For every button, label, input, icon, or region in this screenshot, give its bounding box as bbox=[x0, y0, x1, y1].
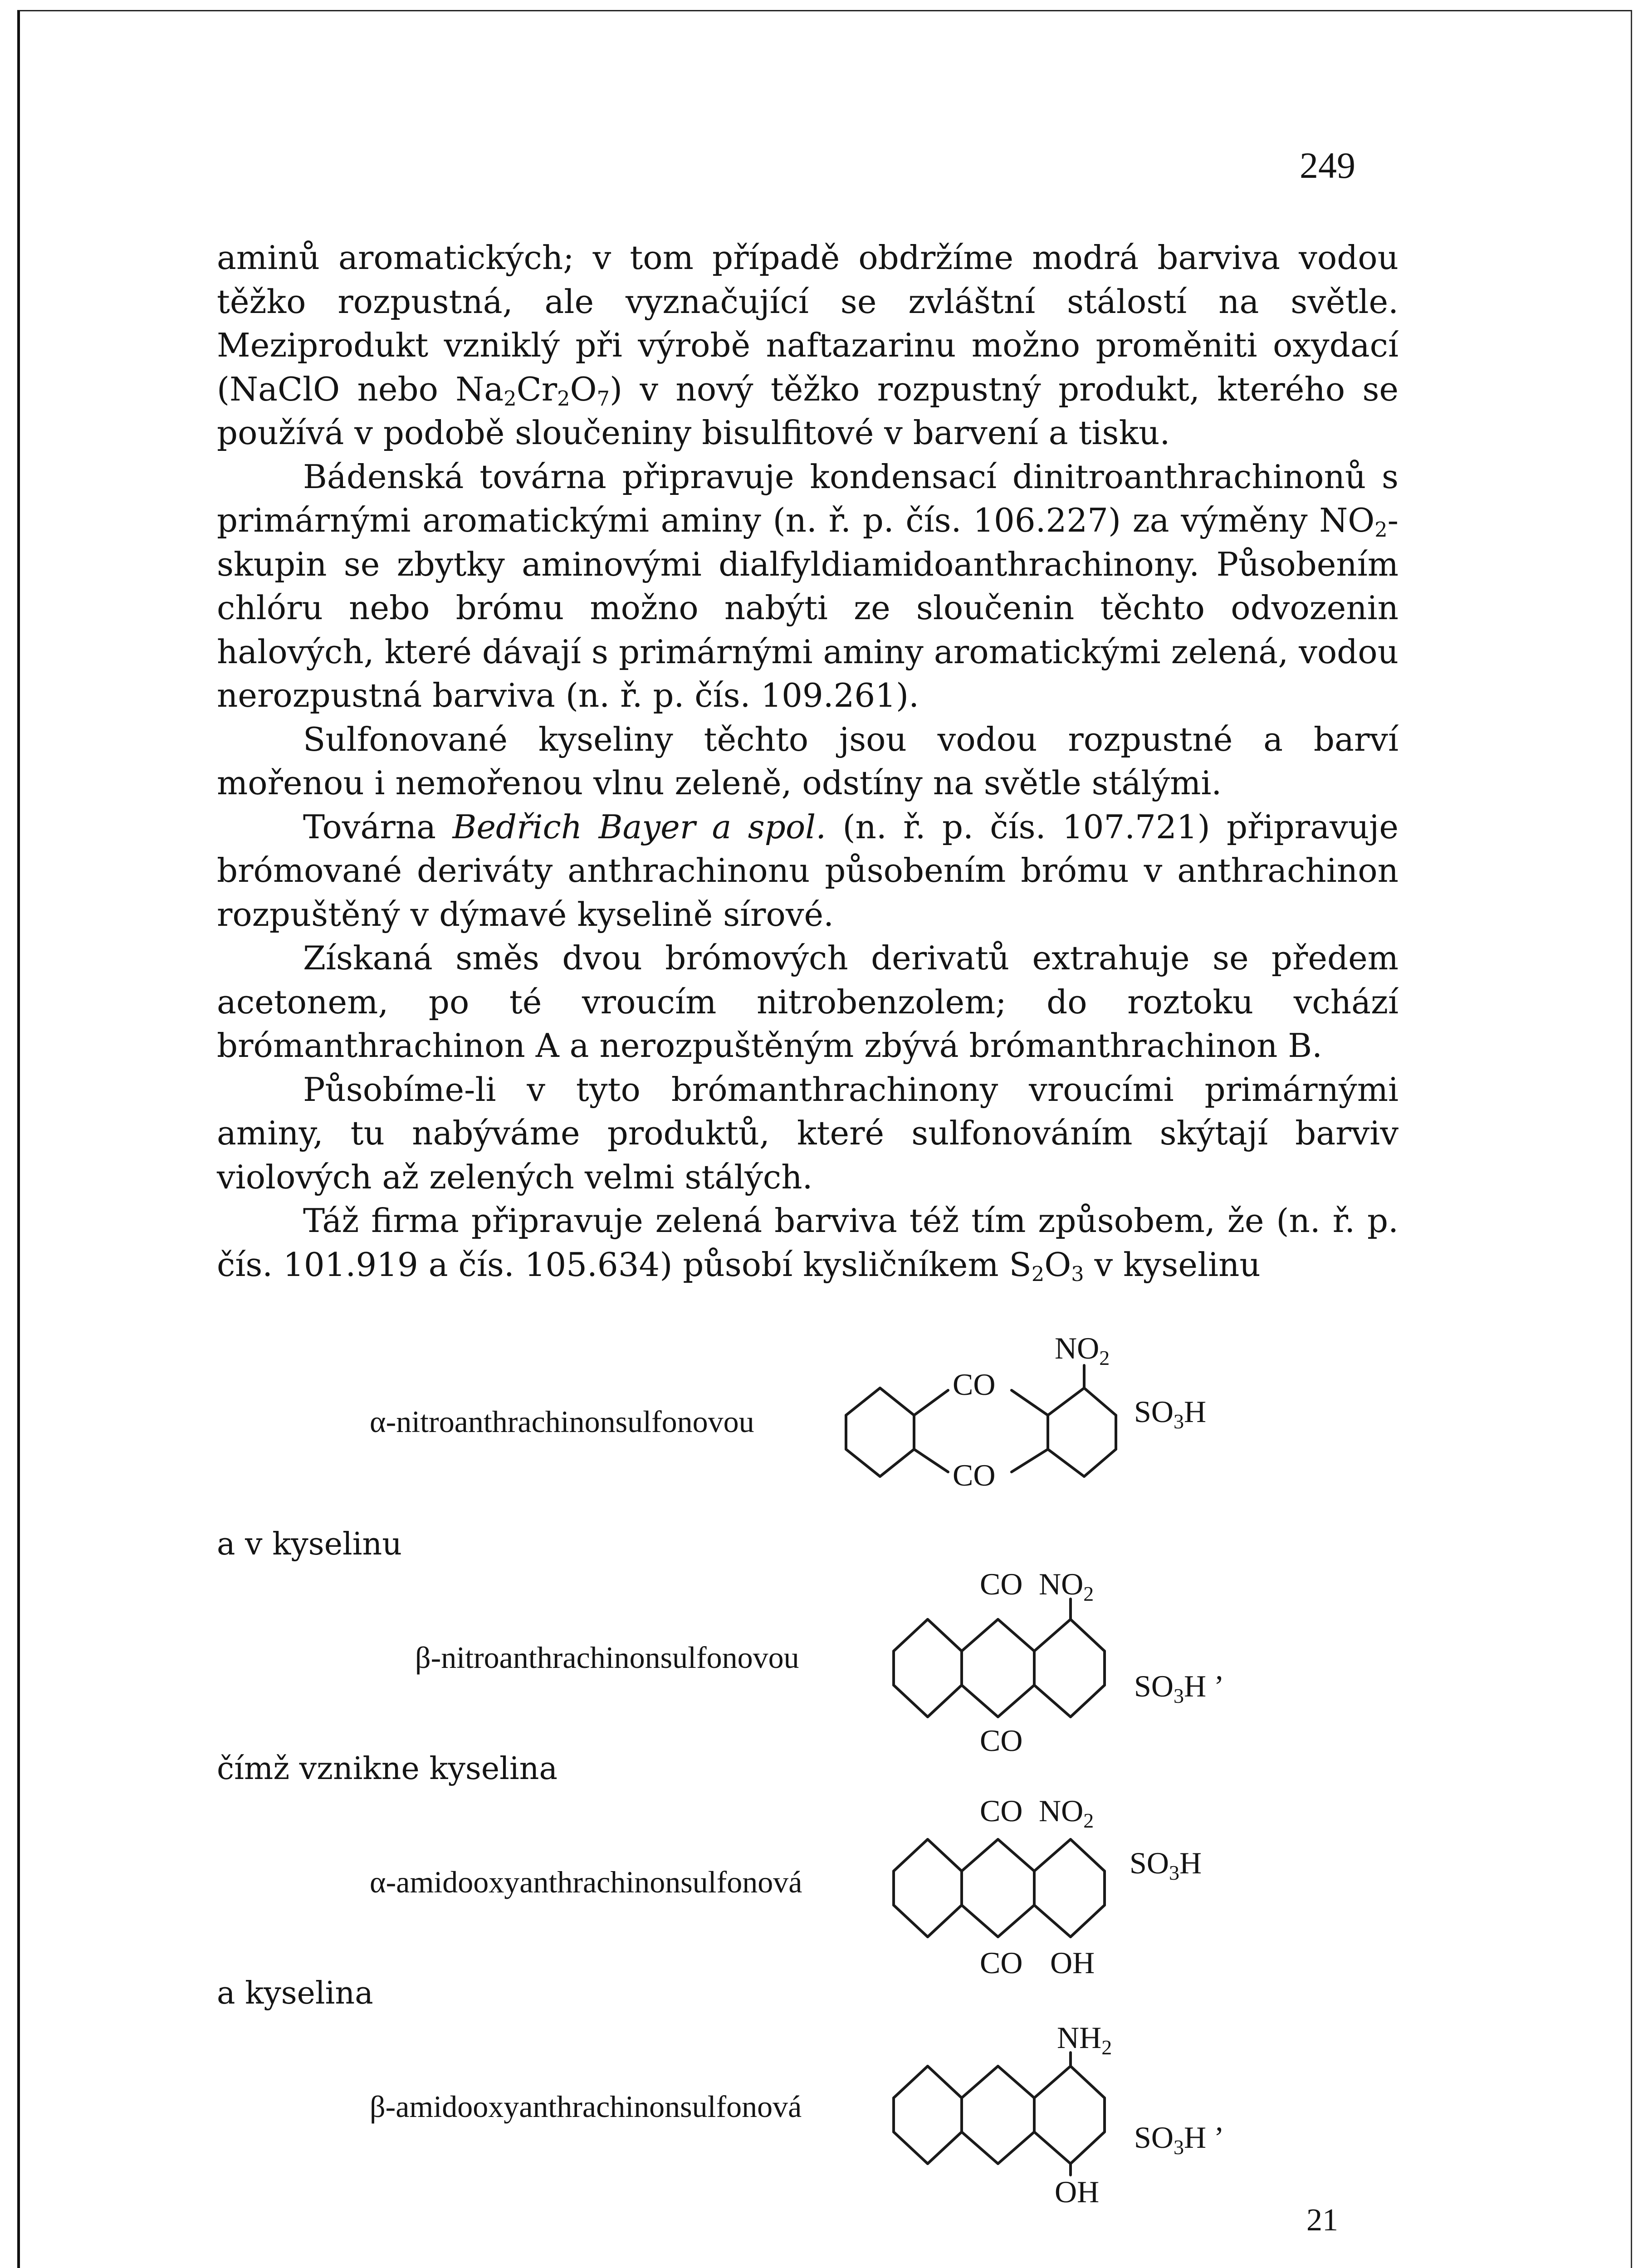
paragraph-4: Továrna Bedřich Bayer a spol. (n. ř. p. čís. 107.721) připravuje brómované deriváty anthrachinonu působením brómu v anthrachinon rozpuštěný v dýmavé kyselině sírové. bbox=[217, 807, 1399, 934]
compound-1-structure bbox=[839, 1325, 1247, 1515]
nitro-group: $NO_2$ bbox=[1055, 1331, 1110, 1369]
paragraph-1: aminů aromatických; v tom případě obdržíme modrá barviva vodou těžko rozpustná, ale vyznačující se zvláštní stálostí na světle. Meziprodukt vzniklý při výrobě naftazarinu možno proměniti oxydací (NaClO nebo $Na_2Cr_2O_7$) v nový těžko rozpustný produkt, kterého se používá v podobě sloučeniny bisulfitové v barvení a tisku. bbox=[217, 239, 1399, 452]
carbonyl-top: CO bbox=[953, 1367, 996, 1402]
paragraph-3: Sulfonované kyseliny těchto jsou vodou rozpustné a barví mořenou i nemořenou vlnu zeleně, odstíny na světle stálými. bbox=[217, 720, 1399, 802]
paragraph-2: Bádenská továrna připravuje kondensací dinitroanthrachinonů s primárnými aromatickými aminy (n. ř. p. čís. 106.227) za výměny $NO_2$-skupin se zbytky aminovými dialfyldiamidoanthrachinony. Působením chlóru nebo brómu možno nabýti ze sloučenin těchto odvozenin halových, které dávají s primárnými aminy aromatickými zelená, vodou nerozpustná barviva (n. ř. p. čís. 109.261). bbox=[217, 457, 1399, 714]
company-name: Bedřich Bayer a spol. bbox=[452, 807, 826, 846]
carbonyl-bottom: CO bbox=[953, 1458, 996, 1492]
connector-2: čímž vznikne kyselina bbox=[217, 1751, 557, 1787]
carbonyl-top: CO bbox=[980, 1794, 1023, 1828]
compound-3-structure bbox=[887, 1789, 1295, 1989]
anthracene-rings bbox=[894, 1839, 1105, 1937]
connector-3: a kyselina bbox=[217, 1975, 373, 2011]
connector-1: a v kyselinu bbox=[217, 1526, 402, 1562]
compound-2-structure bbox=[887, 1560, 1295, 1760]
paragraph-6: Působíme-li v tyto brómanthrachinony vroucími primárnými aminy, tu nabýváme produktů, které sulfonováním skýtají barviv violových až zelených velmi stálých. bbox=[217, 1070, 1399, 1196]
sulfo-group: $SO_3H$ bbox=[1134, 1394, 1207, 1433]
hydroxy-group: OH bbox=[1055, 2175, 1100, 2209]
compound-1-name: α-nitroanthrachinonsulfonovou bbox=[370, 1404, 754, 1439]
sulfo-group: $SO_3H$ bbox=[1130, 1846, 1202, 1884]
nitro-group: $NO_2$ bbox=[1039, 1567, 1094, 1605]
sheet-number: 21 bbox=[1306, 2203, 1338, 2238]
carbonyl-bottom: CO bbox=[980, 1945, 1023, 1980]
anthracene-rings bbox=[894, 2053, 1105, 2175]
hydroxy-group: OH bbox=[1050, 1945, 1095, 1980]
body-text bbox=[217, 236, 1399, 1286]
benzene-ring-left bbox=[846, 1388, 948, 1476]
paragraph-5: Získaná směs dvou brómových derivatů extrahuje se předem acetonem, po té vroucím nitrobenzolem; do roztoku vchází brómanthrachinon A a nerozpuštěným zbývá brómanthrachinon B. bbox=[217, 939, 1399, 1065]
carbonyl-bottom: CO bbox=[980, 1723, 1023, 1758]
sulfo-group: $SO_3H$ ’ bbox=[1134, 2120, 1224, 2159]
compound-2-name: β-nitroanthrachinonsulfonovou bbox=[415, 1640, 799, 1675]
nitro-group: $NO_2$ bbox=[1039, 1794, 1094, 1832]
sulfo-group: $SO_3H$ ’ bbox=[1134, 1669, 1224, 1707]
benzene-ring-right bbox=[1012, 1365, 1116, 1476]
anthracene-rings bbox=[894, 1599, 1105, 1717]
page-number: 249 bbox=[1300, 145, 1355, 186]
carbonyl-top: CO bbox=[980, 1567, 1023, 1601]
compound-4-name: β-amidooxyanthrachinonsulfonová bbox=[370, 2089, 802, 2124]
compound-4-structure bbox=[887, 2009, 1295, 2209]
compound-3-name: α-amidooxyanthrachinonsulfonová bbox=[370, 1865, 802, 1899]
paragraph-7: Táž firma připravuje zelená barviva též tím způsobem, že (n. ř. p. čís. 101.919 a čís. 105.634) působí kysličníkem $S_2O_3$ v kyselinu bbox=[217, 1202, 1399, 1286]
amino-group: $NH_2$ bbox=[1057, 2020, 1112, 2059]
